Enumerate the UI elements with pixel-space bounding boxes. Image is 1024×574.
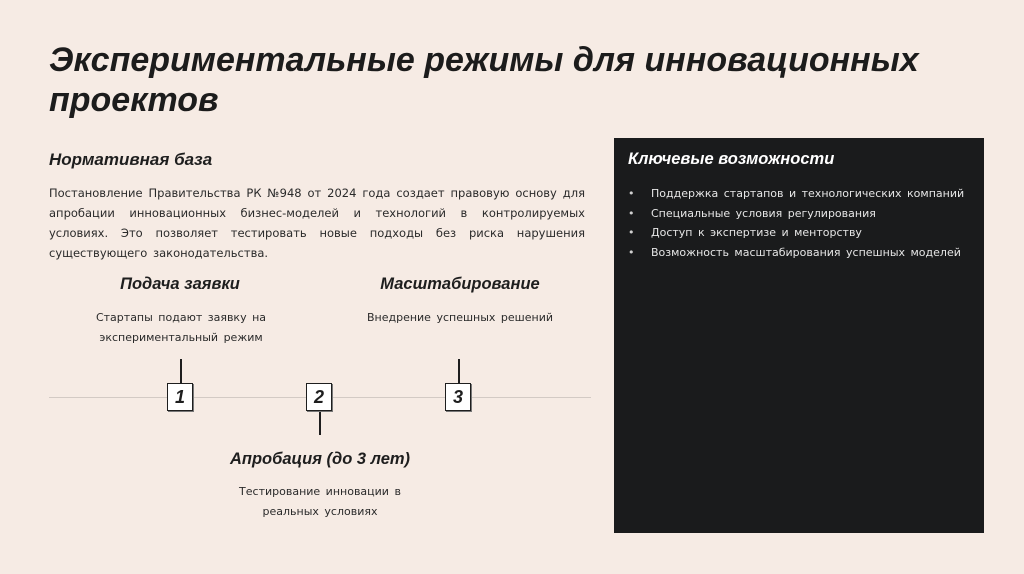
step-1-title: Подача заявки	[120, 275, 240, 293]
list-item-text: Специальные условия регулирования	[651, 206, 876, 220]
step-1-description: Стартапы подают заявку на экспериментальный режим	[95, 311, 267, 344]
step-2-description: Тестирование инновации в реальных условиях	[239, 485, 401, 518]
bullet-icon: •	[628, 187, 635, 200]
list-item	[628, 243, 964, 263]
bullet-icon: •	[628, 245, 635, 259]
list-item-text: Возможность масштабирования успешных моделей	[651, 245, 961, 259]
normative-heading: Нормативная база	[49, 150, 213, 169]
list-item	[628, 223, 964, 243]
step-3-number: 3	[445, 383, 471, 411]
key-features-list	[628, 184, 964, 262]
list-item-text: Доступ к экспертизе и менторству	[651, 226, 862, 239]
step-3-connector	[458, 359, 460, 383]
step-1-number: 1	[167, 383, 193, 411]
step-1-connector	[180, 359, 182, 383]
list-item	[628, 204, 964, 224]
list-item	[628, 184, 964, 204]
step-2-connector	[319, 411, 321, 435]
page-title: Экспериментальные режимы для инновационных проектов	[49, 41, 919, 119]
list-item-text: Поддержка стартапов и технологических компаний	[651, 187, 965, 200]
key-features-heading: Ключевые возможности	[628, 150, 835, 168]
normative-text: Постановление Правительства РК №948 от 2024 года создает правовую основу для апробации инновационных бизнес-моделей и технологий в контролируемых условиях. Это позволяет тестировать новые подходы без риска нарушения существующего законодательства.	[49, 186, 585, 260]
bullet-icon: •	[628, 206, 635, 220]
step-3-title: Масштабирование	[380, 275, 540, 293]
key-features-panel	[614, 138, 984, 533]
bullet-icon: •	[628, 226, 635, 239]
step-2-title: Апробация (до 3 лет)	[229, 450, 411, 468]
step-2-number: 2	[306, 383, 332, 411]
step-3-description: Внедрение успешных решений	[366, 311, 553, 324]
